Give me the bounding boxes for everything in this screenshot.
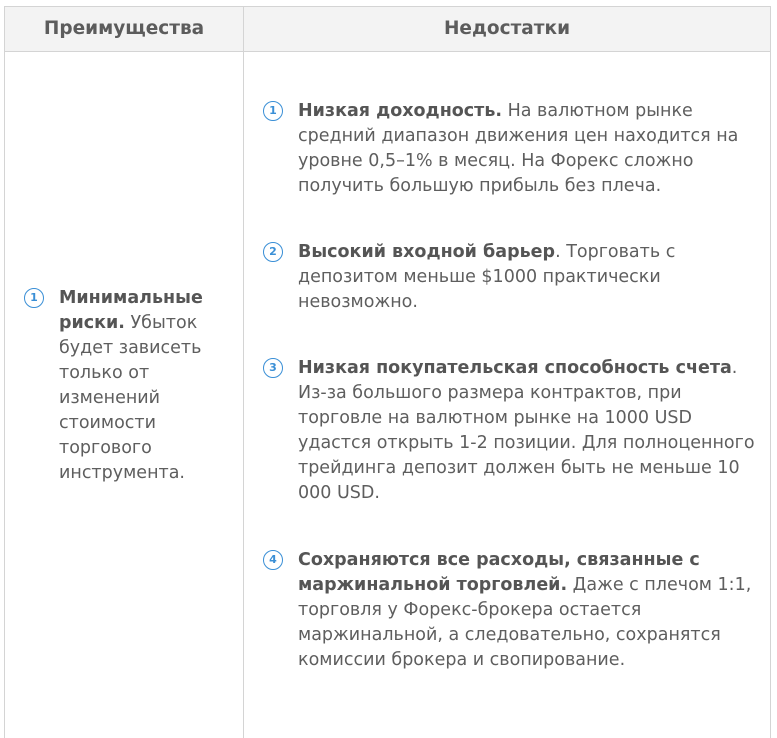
- disadvantage-title: Низкая покупательская способность счета: [298, 358, 732, 378]
- table-header: [5, 7, 770, 52]
- advantage-item-1: [30, 286, 229, 486]
- disadvantage-title: Низкая доходность.: [298, 101, 503, 121]
- disadvantage-title: Высокий входной барьер: [298, 242, 556, 262]
- disadvantage-text: Даже с плечом 1:1, торговля у Форекс-брокера остается маржинальной, а следовательно, сохранятся комиссии брокера и свопирование.: [298, 575, 752, 670]
- disadvantage-text: . Торговать с депозитом меньше $1000 практически невозможно.: [298, 242, 676, 312]
- number-badge-icon: 1: [24, 288, 44, 308]
- number-badge-icon: 1: [263, 101, 283, 121]
- column-divider: [243, 7, 244, 738]
- disadvantage-text: . Из-за большого размера контрактов, при торговле на валютном рынке на 1000 USD удастся открыть 1-2 позиции. Для полноценного трейдинга депозит должен быть не меньше 10 000 USD.: [298, 358, 755, 503]
- advantage-text: Убыток будет зависеть только от изменений стоимости торгового инструмента.: [59, 313, 202, 483]
- disadvantage-item-3: [269, 356, 763, 506]
- disadvantage-item-2: [269, 240, 698, 315]
- number-badge-icon: 4: [263, 550, 283, 570]
- header-advantages: Преимущества: [43, 18, 205, 39]
- number-badge-icon: 3: [263, 358, 283, 378]
- disadvantage-title: Сохраняются все расходы, связанные с маржинальной торговлей.: [298, 550, 700, 595]
- disadvantage-item-1: [269, 99, 758, 199]
- pros-cons-table: [4, 6, 771, 738]
- disadvantage-item-4: [269, 548, 758, 673]
- header-disadvantages: Недостатки: [443, 18, 571, 39]
- disadvantage-text: На валютном рынке средний диапазон движения цен находится на уровне 0,5–1% в месяц. На Форекс сложно получить большую прибыль без плеча.: [298, 101, 739, 196]
- number-badge-icon: 2: [263, 242, 283, 262]
- advantage-title: Минимальные риски.: [59, 288, 203, 333]
